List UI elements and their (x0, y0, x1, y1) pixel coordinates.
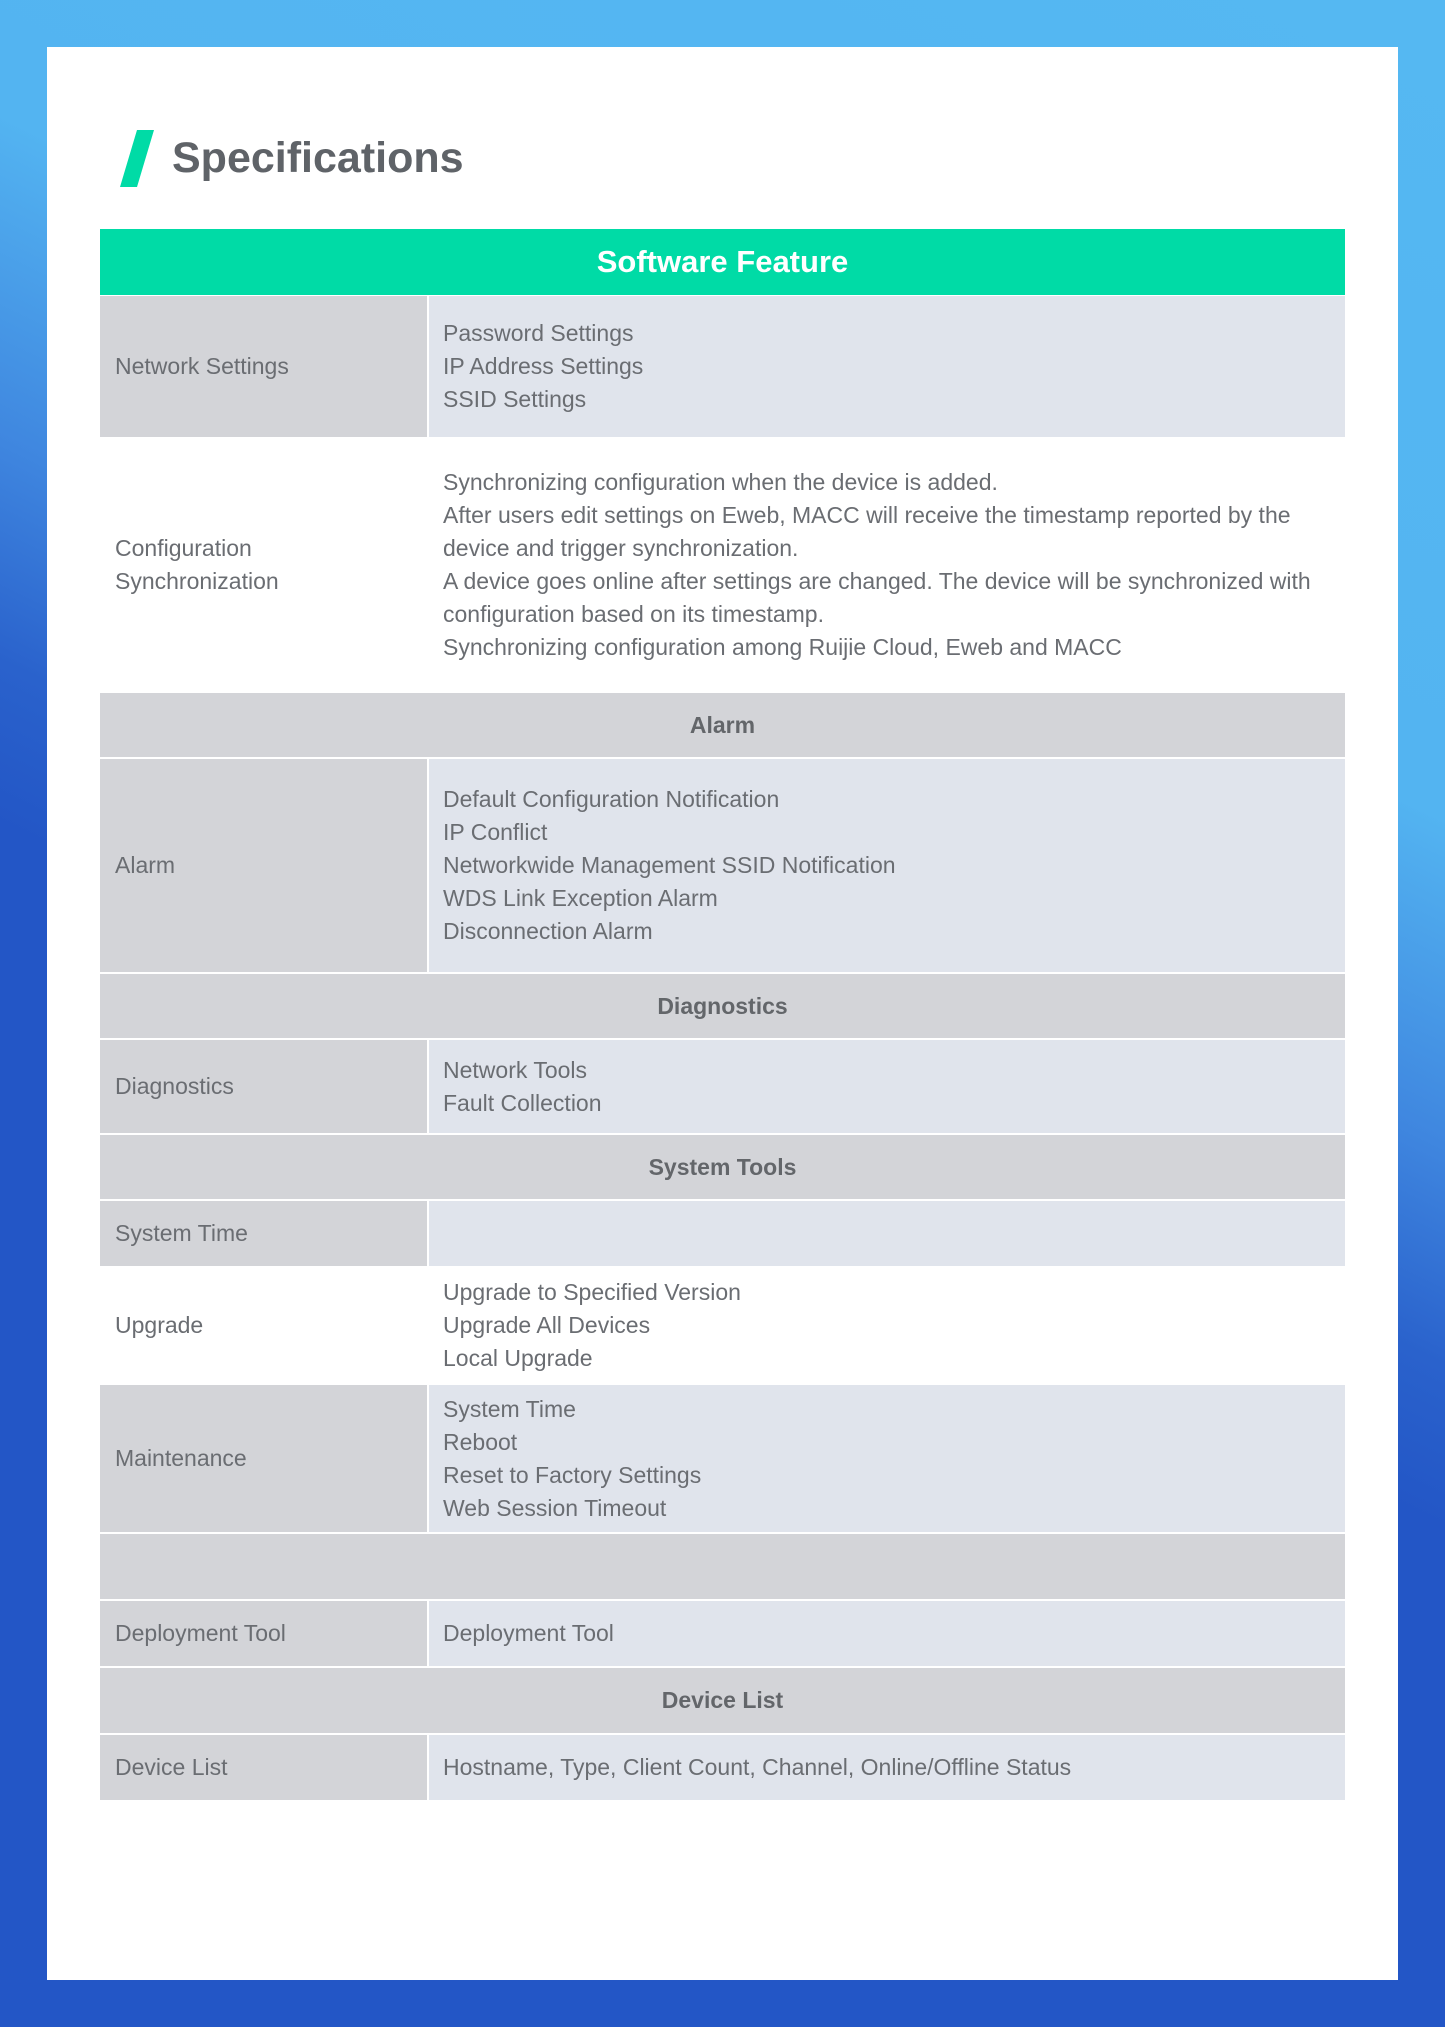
row-label: System Time (100, 1201, 427, 1266)
row-value: A device goes online after settings are changed. The device will be synchronized with (443, 568, 1311, 594)
row-value: SSID Settings (443, 386, 587, 412)
section-header-diagnostics: Diagnostics (100, 974, 1345, 1038)
row-value: Disconnection Alarm (443, 918, 653, 944)
row-value: Default Configuration Notification (443, 786, 780, 812)
row-label: Network Settings (100, 296, 427, 437)
section-header-device-list: Device List (100, 1668, 1345, 1733)
row-values (429, 1040, 1345, 1133)
page-title: Specifications (172, 134, 464, 182)
row-label-line: Synchronization (115, 568, 279, 594)
row-values (429, 1266, 1345, 1385)
row-value: Hostname, Type, Client Count, Channel, Online/Offline Status (443, 1754, 1072, 1780)
row-values (429, 1735, 1345, 1800)
table-row-deployment-tool (100, 1601, 1345, 1666)
row-value: Password Settings (443, 320, 634, 346)
row-label: Device List (100, 1735, 427, 1800)
row-value: Network Tools (443, 1056, 588, 1083)
row-values (429, 1201, 1345, 1266)
section-header-system-tools: System Tools (100, 1135, 1345, 1199)
row-value: Upgrade to Specified Version (443, 1279, 741, 1305)
section-header-empty (100, 1534, 1345, 1599)
table-row-system-time (100, 1201, 1345, 1266)
row-value: Deployment Tool (443, 1620, 614, 1646)
row-value: Synchronizing configuration when the device is added. (443, 469, 998, 495)
table-row-device-list (100, 1735, 1345, 1800)
row-label: Alarm (100, 759, 427, 972)
row-value: Networkwide Management SSID Notification (443, 852, 896, 878)
row-values (429, 296, 1345, 437)
section-header-alarm: Alarm (100, 693, 1345, 757)
row-value: IP Conflict (443, 819, 548, 845)
row-value: Synchronizing configuration among Ruijie Cloud, Eweb and MACC (443, 634, 1122, 660)
table-row-diagnostics (100, 1040, 1345, 1133)
row-value: After users edit settings on Eweb, MACC will receive the timestamp reported by the (443, 502, 1291, 528)
row-value: Fault Collection (443, 1089, 602, 1116)
row-value: Upgrade All Devices (443, 1312, 651, 1338)
row-value: Web Session Timeout (443, 1494, 667, 1521)
row-value: configuration based on its timestamp. (443, 601, 824, 627)
row-values (429, 1601, 1345, 1666)
row-values (429, 437, 1345, 693)
row-value: Local Upgrade (443, 1345, 593, 1371)
row-value: System Time (443, 1395, 576, 1422)
spec-page (47, 47, 1398, 1980)
table-banner: Software Feature (100, 229, 1345, 295)
row-value: Reset to Factory Settings (443, 1461, 702, 1488)
row-label: Deployment Tool (100, 1601, 427, 1666)
row-label (100, 437, 427, 693)
row-value: IP Address Settings (443, 353, 644, 379)
table-row-maintenance (100, 1385, 1345, 1532)
row-label: Upgrade (100, 1266, 427, 1385)
slash-accent-icon (120, 130, 154, 187)
row-values (429, 759, 1345, 972)
table-row-alarm (100, 759, 1345, 972)
row-label: Diagnostics (100, 1040, 427, 1133)
row-value: WDS Link Exception Alarm (443, 885, 718, 911)
row-value: device and trigger synchronization. (443, 535, 799, 561)
row-label: Maintenance (100, 1385, 427, 1532)
table-row-network-settings (100, 296, 1345, 437)
row-label-line: Configuration (115, 535, 252, 561)
row-value: Reboot (443, 1428, 518, 1455)
table-row-configuration-synchronization (100, 437, 1345, 693)
row-values (429, 1385, 1345, 1532)
table-row-upgrade (100, 1266, 1345, 1385)
